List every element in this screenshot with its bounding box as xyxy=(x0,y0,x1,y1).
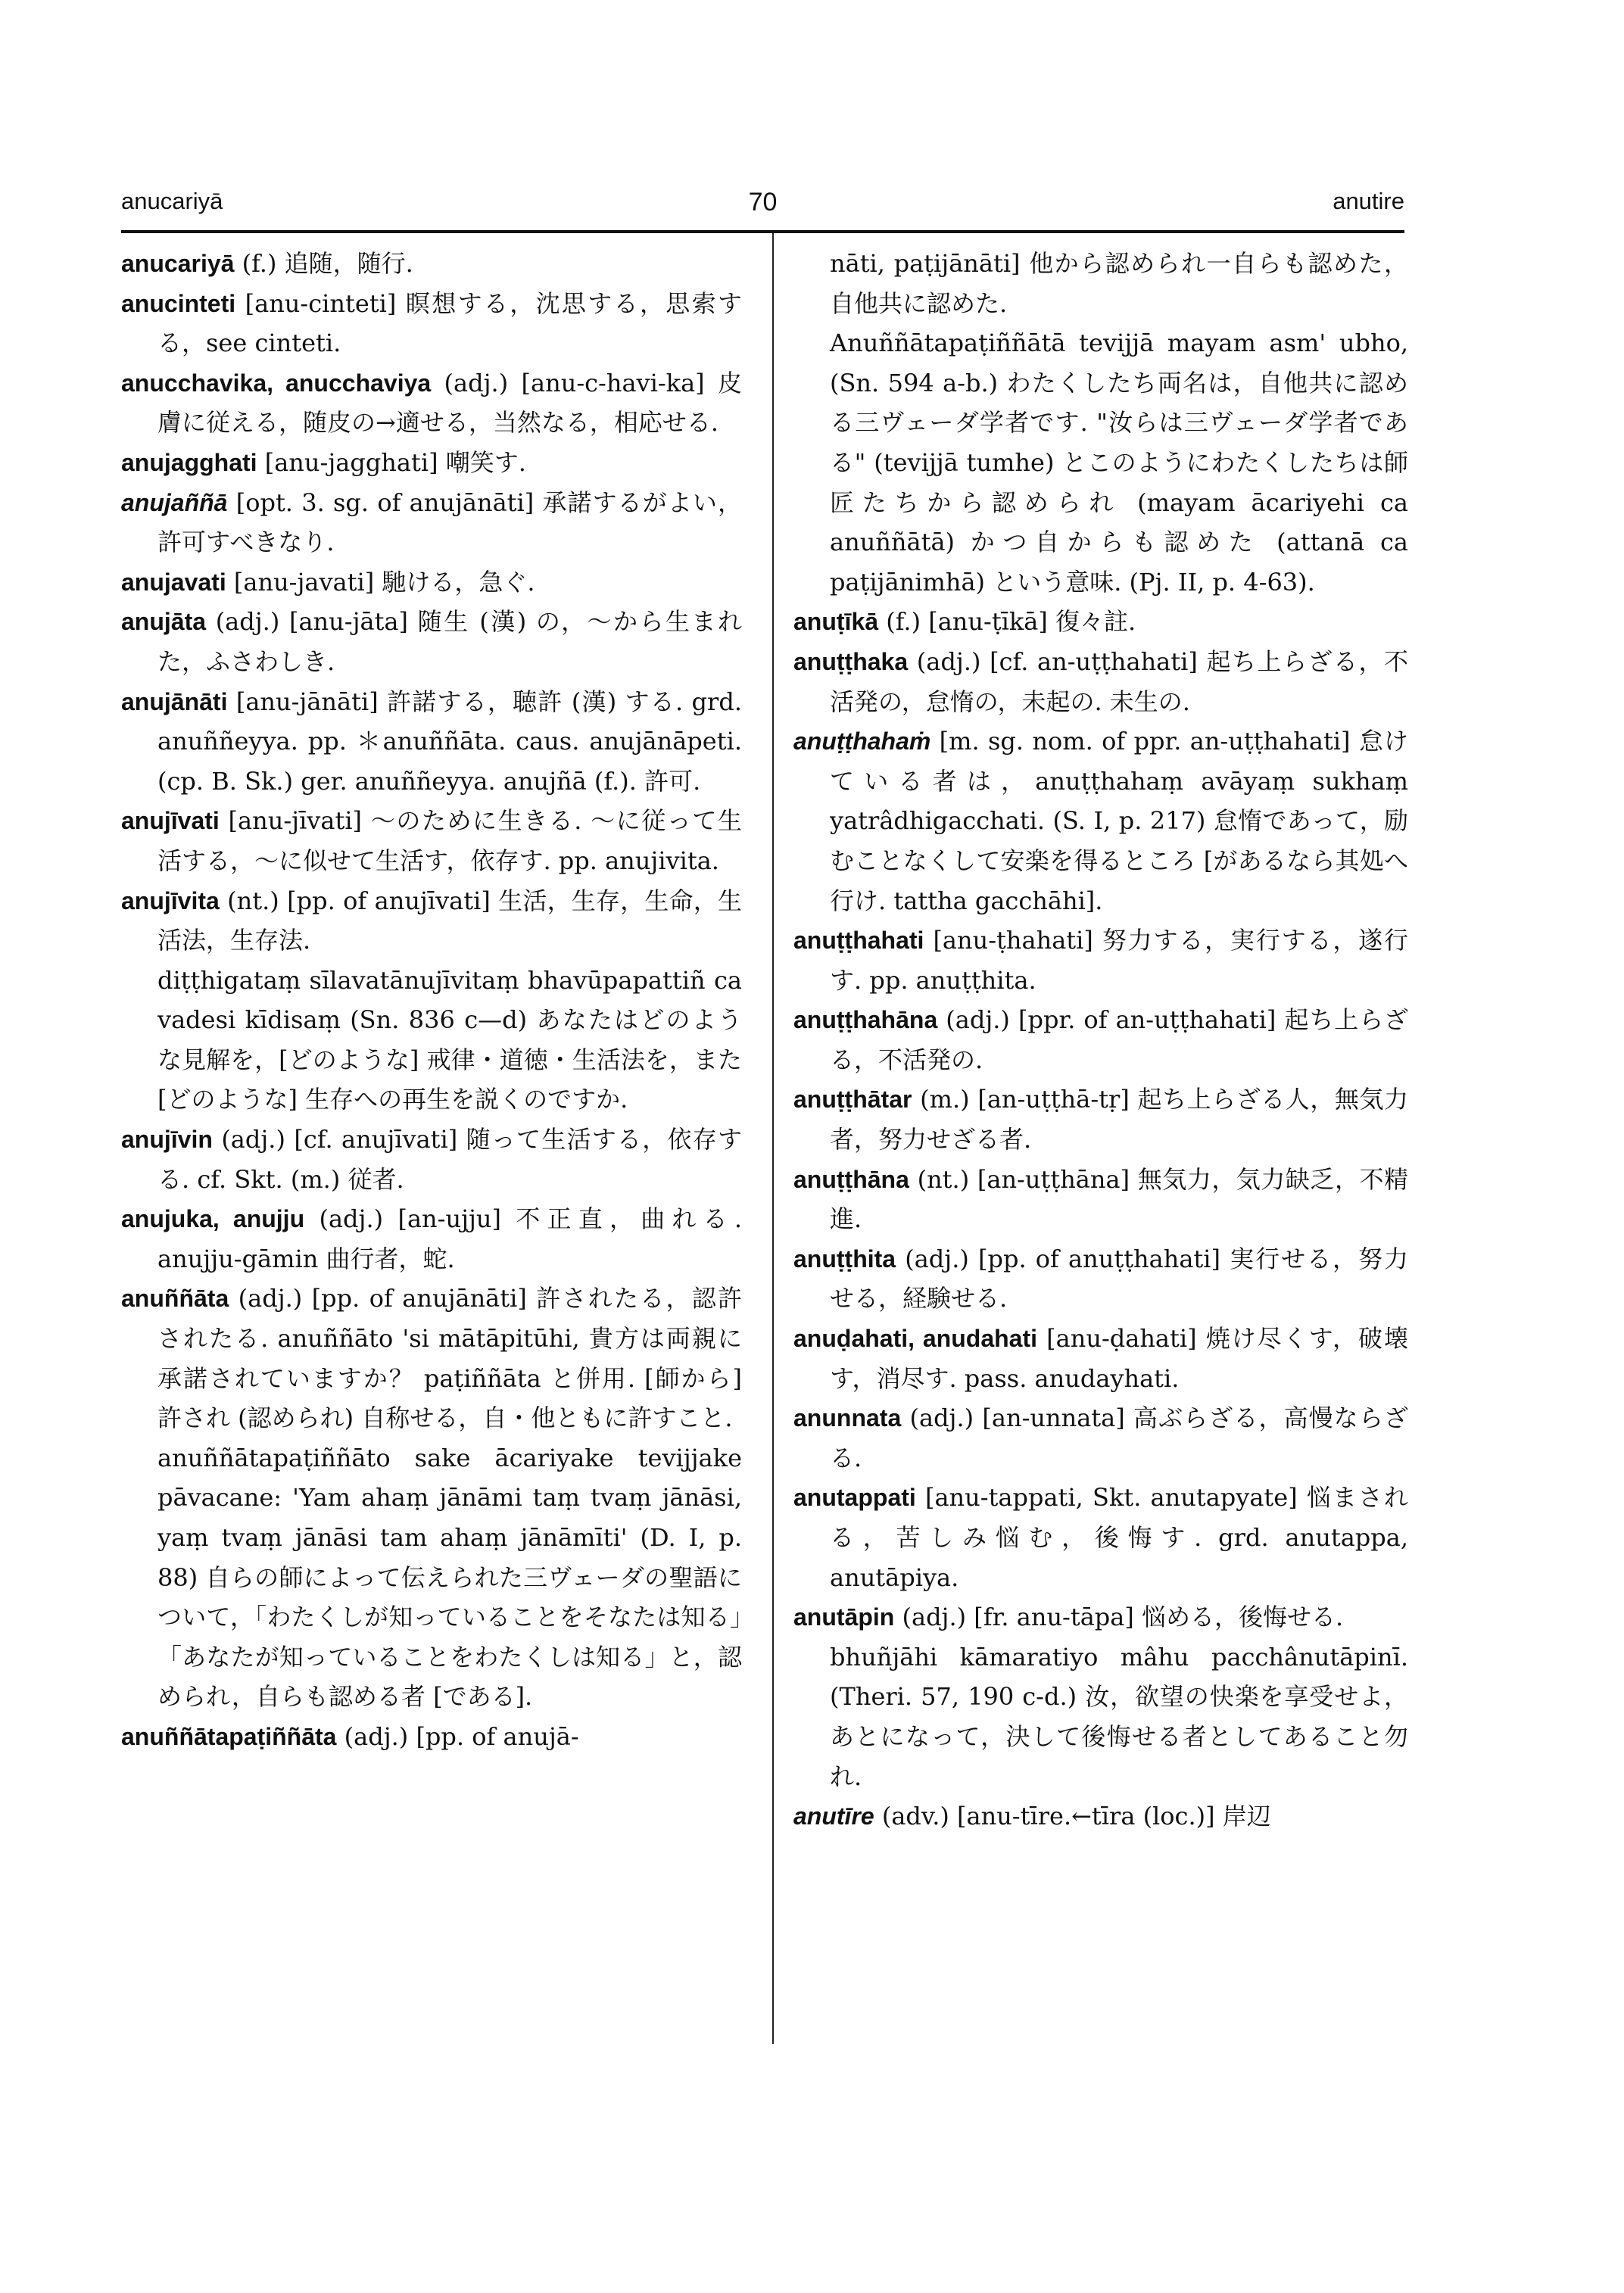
headword: anuṭṭhita xyxy=(793,1245,896,1273)
headword: anujīvati xyxy=(121,807,220,835)
example-passage: bhuñjāhi kāmaratiyo mâhu pacchânutāpinī. (Theri. 57, 190 c-d.) 汝，欲望の快楽を享受せよ，あとになって，決して後悔せる者としてあること勿れ. xyxy=(830,1642,1408,1791)
header-rule xyxy=(121,230,1404,233)
column-divider xyxy=(772,233,774,2044)
definition: [m. sg. nom. of ppr. an-uṭṭhahati] 怠けている者は，anuṭṭhahaṃ avāyaṃ sukhaṃ yatrâdhigacchati. (S. I, p. 217) 怠惰であって，励むことなくして安楽を得るところ [があるなら其処へ行け. tattha gacchāhi]. xyxy=(830,727,1408,915)
dictionary-entry xyxy=(793,1478,1408,1597)
dictionary-entry xyxy=(793,1160,1408,1239)
definition: (adj.) [an-ujju] 不正直，曲れる. anujju-gāmin 曲行者，蛇. xyxy=(157,1204,742,1273)
dictionary-entry xyxy=(121,562,742,603)
definition: [anu-jīvati] ～のために生きる. ～に従って生活する，～に似せて生活す，依存す. pp. anujivita. xyxy=(157,806,742,875)
headword: anucchavika, anucchaviya xyxy=(121,369,432,397)
definition: [opt. 3. sg. of anujānāti] 承諾するがよい，許可すべきなり. xyxy=(157,488,742,557)
right-column xyxy=(793,244,1408,1837)
definition: (adj.) [fr. anu-tāpa] 悩める，後悔せる. xyxy=(894,1603,1344,1632)
definition: [anu-javati] 馳ける，急ぐ. xyxy=(226,567,535,597)
continued-entry: nāti, paṭijānāti] 他から認められ一自らも認めた，自他共に認めた. xyxy=(830,249,1408,318)
headword: anuṭṭhātar xyxy=(793,1086,912,1114)
dictionary-entry xyxy=(793,1000,1408,1080)
definition: (adj.) [cf. an-uṭṭhahati] 起ち上らざる，不活発の，怠惰の，未起の. 未生の. xyxy=(830,646,1408,716)
headword: anucariyā xyxy=(121,250,235,277)
dictionary-entry xyxy=(121,483,742,562)
running-header xyxy=(121,188,1404,233)
dictionary-entry xyxy=(793,602,1408,642)
definition: [anu-tappati, Skt. anutapyate] 悩まされる，苦しみ悩む，後悔す. grd. anutappa, anutāpiya. xyxy=(830,1483,1408,1592)
headword: anujaññā xyxy=(121,488,228,516)
headword: anuññātapaṭiññāta xyxy=(121,1722,337,1750)
headword: anujīvin xyxy=(121,1126,213,1154)
dictionary-entry xyxy=(121,363,742,443)
headword: anuññāta xyxy=(121,1285,229,1313)
dictionary-entry xyxy=(793,1398,1408,1478)
headword: anunnata xyxy=(793,1404,902,1432)
page-number: 70 xyxy=(748,188,778,217)
headword: anutāpin xyxy=(793,1603,895,1631)
right-guide-word: anutire xyxy=(1333,188,1404,214)
headword: anuṭṭhahati xyxy=(793,927,924,955)
definition: (adj.) [pp. of anuṭṭhahati] 実行せる，努力せる，経験せる. xyxy=(830,1244,1408,1313)
dictionary-entry xyxy=(793,1597,1408,1637)
example-passage: diṭṭhigataṃ sīlavatānujīvitaṃ bhavūpapattiñ ca vadesi kīdisaṃ (Sn. 836 c—d) あなたはどのような見解を，[どのような] 戒律・道徳・生活法を，また [どのような] 生存への再生を説くのですか. xyxy=(157,965,742,1114)
definition: (adj.) [pp. of anujānāti] 許されたる，認許されたる. anuññāto 'si mātāpitūhi, 貴方は両親に承諾されていますか？ paṭiññāta と併用. [師から] 許され (認められ) 自称せる，自・他ともに許すこと. xyxy=(157,1284,742,1433)
definition: [anu-cinteti] 瞑想する，沈思する，思索する，see cinteti. xyxy=(157,288,742,358)
headword: anutīre xyxy=(793,1802,874,1830)
left-guide-word: anucariyā xyxy=(121,188,223,214)
dictionary-entry xyxy=(793,1080,1408,1159)
dictionary-entry xyxy=(793,1319,1408,1398)
left-column xyxy=(121,244,742,1757)
definition: (f.) [anu-ṭīkā] 復々註. xyxy=(878,607,1136,637)
definition: (adj.) [ppr. of an-uṭṭhahati] 起ち上らざる，不活発の. xyxy=(830,1005,1408,1074)
headword: anuḍahati, anudahati xyxy=(793,1325,1038,1353)
definition: [anu-jagghati] 嘲笑す. xyxy=(257,447,526,477)
definition: (adv.) [anu-tīre.←tīra (loc.)] 岸辺 xyxy=(874,1802,1271,1831)
dictionary-entry xyxy=(121,244,742,284)
dictionary-entry xyxy=(121,602,742,681)
dictionary-entry xyxy=(121,1717,742,1757)
definition: (adj.) [pp. of anujā- xyxy=(336,1721,579,1751)
example-passage: Anuññātapaṭiññātā tevijjā mayam asm' ubho, (Sn. 594 a-b.) わたくしたち両名は，自他共に認める三ヴェーダ学者です. "汝らは三ヴェーダ学者である" (tevijjā tumhe) とこのようにわたくしたちは師匠たちから認められ (mayam ācariyehi ca anuññātā) かつ自からも認めた (attanā ca paṭijānimhā) という意味. (Pj. II, p. 4-63). xyxy=(830,329,1408,597)
headword: anujagghati xyxy=(121,448,257,476)
headword: anuṭṭhahāna xyxy=(793,1006,938,1034)
headword: anucinteti xyxy=(121,289,236,317)
headword: anuṭṭhaka xyxy=(793,647,909,675)
headword: anujuka, anujju xyxy=(121,1205,305,1233)
dictionary-entry xyxy=(121,801,742,880)
headword: anujāta xyxy=(121,608,207,636)
dictionary-entry xyxy=(793,1796,1408,1837)
definition: (f.) 追随，随行. xyxy=(234,249,413,278)
definition: [anu-jānāti] 許諾する，聴許 (漢) する. grd. anuññeyya. pp. ＊anuññāta. caus. anujānāpeti. (cp. B. Sk.) ger. anuññeyya. anujñā (f.). 許可. xyxy=(157,687,742,796)
definition: (adj.) [anu-c-havi-ka] 皮膚に従える，随皮の→適せる，当然なる，相応せる. xyxy=(157,368,742,438)
definition: [anu-ḍahati] 焼け尽くす，破壊す，消尽す. pass. anudayhati. xyxy=(830,1324,1408,1393)
headword: anujīvita xyxy=(121,886,220,914)
dictionary-entry xyxy=(121,443,742,483)
dictionary-entry xyxy=(121,1120,742,1199)
definition: (adj.) [anu-jāta] 随生 (漢) の，～から生まれた，ふさわしき. xyxy=(157,607,742,676)
headword: anuṭṭhahaṁ xyxy=(793,727,931,756)
dictionary-entry xyxy=(121,284,742,363)
definition: (nt.) [an-uṭṭhāna] 無気力，気力缺乏，不精進. xyxy=(830,1164,1408,1234)
dictionary-entry xyxy=(793,921,1408,1000)
definition: (m.) [an-uṭṭhā-tṛ] 起ち上らざる人，無気力者，努力せざる者. xyxy=(830,1085,1408,1154)
dictionary-entry xyxy=(121,682,742,802)
headword: anuṭṭhāna xyxy=(793,1165,909,1193)
definition: [anu-ṭhahati] 努力する，実行する，遂行す. pp. anuṭṭhita. xyxy=(830,926,1408,995)
dictionary-entry xyxy=(121,1279,742,1438)
definition: (adj.) [cf. anujīvati] 随って生活する，依存する. cf. Skt. (m.) 従者. xyxy=(157,1125,742,1194)
headword: anujavati xyxy=(121,568,226,596)
definition: (nt.) [pp. of anujīvati] 生活，生存，生命，生活法，生存法. xyxy=(157,886,742,955)
dictionary-entry xyxy=(793,1239,1408,1319)
headword: anuṭīkā xyxy=(793,608,879,636)
headword: anujānāti xyxy=(121,687,228,715)
dictionary-entry xyxy=(793,642,1408,721)
headword: anutappati xyxy=(793,1484,916,1512)
example-passage: anuññātapaṭiññāto sake ācariyake tevijjake pāvacane: 'Yam ahaṃ jānāmi taṃ tvaṃ jānāsi, yaṃ tvaṃ jānāsi tam ahaṃ jānāmīti' (D. I, p. 88) 自らの師によって伝えられた三ヴェーダの聖語について，「わたくしが知っていることをそなたは知る」「あなたが知っていることをわたくしは知る」と，認められ，自らも認める者 [である]. xyxy=(157,1443,742,1712)
definition: (adj.) [an-unnata] 高ぶらざる，高慢ならざる. xyxy=(830,1404,1408,1472)
dictionary-entry xyxy=(121,881,742,961)
dictionary-entry xyxy=(793,721,1408,921)
dictionary-entry xyxy=(121,1199,742,1279)
